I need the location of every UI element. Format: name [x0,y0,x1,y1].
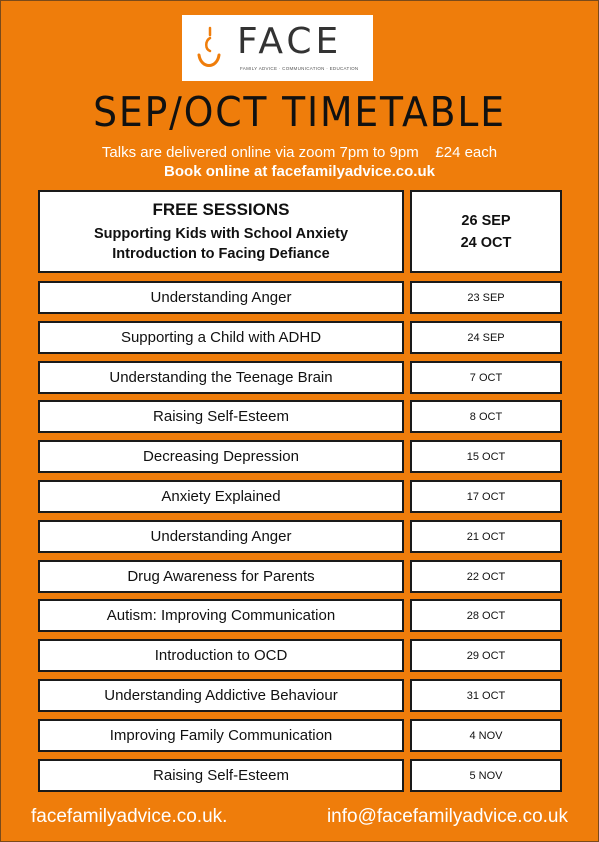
session-date-box [410,520,562,553]
session-title: Decreasing Depression [143,448,299,465]
session-date-box [410,759,562,792]
session-date: 24 SEP [467,331,505,344]
session-title: Supporting a Child with ADHD [120,329,322,346]
session-title: Introduction to OCD [154,647,288,664]
session-date-box [410,480,562,513]
session-date: 31 OCT [466,689,506,702]
session-title: Raising Self-Esteem [153,767,289,784]
session-date-box [410,560,562,593]
free-session-date: 24 OCT [460,234,512,251]
page-title: SEP/OCT TIMETABLE [93,88,506,136]
session-title-box [38,719,404,752]
session-title-box [38,599,404,632]
session-date-box [410,361,562,394]
logo-tagline: FAMILY ADVICE · COMMUNICATION · EDUCATION [240,66,359,71]
session-title-box [38,400,404,433]
session-title: Understanding the Teenage Brain [109,369,333,386]
session-title: Drug Awareness for Parents [127,568,315,585]
session-date: 4 NOV [469,729,503,742]
delivery-info: Talks are delivered online via zoom 7pm to 9pm £24 each [101,144,498,161]
session-title: Anxiety Explained [161,488,281,505]
session-title: Raising Self-Esteem [153,408,289,425]
session-title-box [38,321,404,354]
free-session-date: 26 SEP [461,212,511,229]
session-title-box [38,759,404,792]
session-date: 29 OCT [466,649,506,662]
session-date-box [410,321,562,354]
session-date-box [410,440,562,473]
session-date-box [410,639,562,672]
free-sessions-dates-box [410,190,562,273]
session-date: 17 OCT [466,490,506,503]
free-sessions-heading: FREE SESSIONS [152,199,290,219]
footer-email[interactable]: info@facefamilyadvice.co.uk [326,806,568,827]
session-date: 8 OCT [469,410,503,423]
face-logo [182,15,373,81]
logo-wordmark: FACE [237,21,343,62]
session-date: 21 OCT [466,530,506,543]
session-date: 22 OCT [466,570,506,583]
session-title-box [38,520,404,553]
session-date-box [410,679,562,712]
session-title: Understanding Addictive Behaviour [104,687,338,704]
footer-website[interactable]: facefamilyadvice.co.uk. [31,806,228,827]
session-date: 7 OCT [469,371,503,384]
session-date: 28 OCT [466,609,506,622]
face-logo-mark-icon [196,25,222,75]
session-date-box [410,400,562,433]
session-title-box [38,440,404,473]
session-date: 5 NOV [469,769,503,782]
session-title-box [38,361,404,394]
session-title: Improving Family Communication [109,727,333,744]
session-date: 15 OCT [466,450,506,463]
session-title: Understanding Anger [150,528,292,545]
session-title-box [38,560,404,593]
session-title-box [38,639,404,672]
free-session-title: Supporting Kids with School Anxiety [93,225,349,242]
session-title: Understanding Anger [150,289,292,306]
free-session-title: Introduction to Facing Defiance [112,245,330,262]
session-date-box [410,719,562,752]
session-title-box [38,480,404,513]
session-date-box [410,599,562,632]
session-title-box [38,281,404,314]
session-date-box [410,281,562,314]
session-date: 23 SEP [467,291,505,304]
session-title-box [38,679,404,712]
booking-info: Book online at facefamilyadvice.co.uk [164,163,435,180]
free-sessions-box [38,190,404,273]
session-title: Autism: Improving Communication [106,607,336,624]
